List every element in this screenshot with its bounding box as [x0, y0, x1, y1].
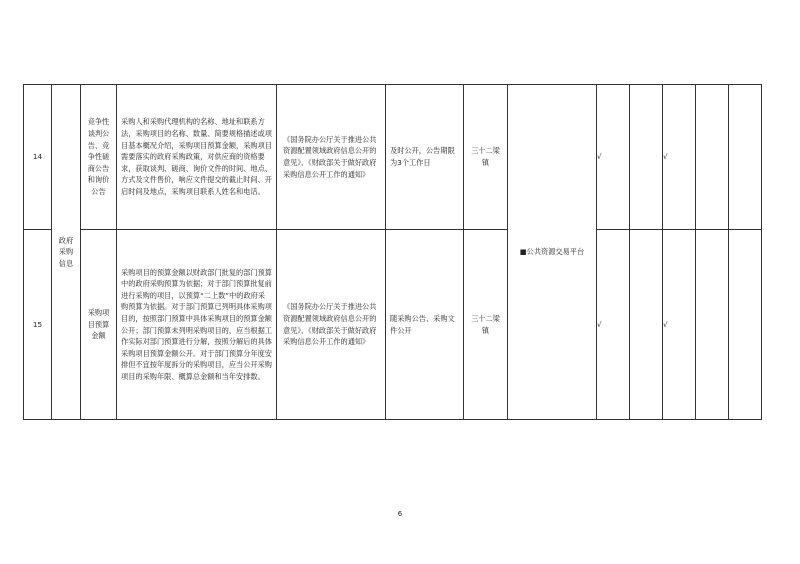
page-number: 6: [397, 510, 403, 518]
table-row: [24, 230, 762, 420]
responsible-org: 三十二梁镇: [464, 85, 508, 230]
disclosure-content: 采购人和采购代理机构的名称、地址和联系方法，采购项目的名称、数量、简要规格描述或项目基本概况介绍，采购项目预算金额，采购项目需要落实的政府采购政策，对供应商的资格要求，获取谈判、磋商、询价文件的时间、地点、方式及文件售价，响应文件提交的截止时间、开启时间及地点，采购项目联系人姓名和电话。: [117, 85, 277, 230]
empty-cell: [729, 85, 762, 230]
category-cell: 政府采购信息: [52, 85, 81, 420]
empty-cell: [630, 230, 663, 420]
item-name: 采购项目预算金额: [81, 230, 117, 420]
disclosure-basis: 《国务院办公厅关于推进公共资源配置领域政府信息公开的意见》、《财政部关于做好政府采购信息公开工作的通知》: [277, 85, 386, 230]
disclosure-basis: 《国务院办公厅关于推进公共资源配置领域政府信息公开的意见》、《财政部关于做好政府采购信息公开工作的通知》: [277, 230, 386, 420]
table-row: [24, 85, 762, 230]
check-mark: √: [663, 85, 696, 230]
item-name: 竞争性谈判公告、竞争性磋商公告和询价公告: [81, 85, 117, 230]
check-mark: √: [597, 85, 630, 230]
channel-label: ■公共资源交易平台: [519, 247, 585, 257]
disclosure-time: 随采购公告、采购文件公开: [386, 230, 464, 420]
empty-cell: [696, 85, 729, 230]
check-mark: √: [597, 230, 630, 420]
responsible-org: 三十二梁镇: [464, 230, 508, 420]
disclosure-content: 采购项目的预算金额以财政部门批复的部门预算中的政府采购预算为依据；对于部门预算批复前进行采购的项目，以预算“二上数”中的政府采购预算为依据。对于部门预算已列明具体采购项目的，按照部门预算中具体采购项目的预算金额公开；部门预算未列明采购项目的，应当根据工作实际对部门预算进行分解，按照分解后的具体采购项目预算金额公开。对于部门预算分年度安排但不宜按年度拆分的采购项目，应当公开采购项目的采购年限、概算总金额和当年安排数。: [117, 230, 277, 420]
check-mark: √: [663, 230, 696, 420]
disclosure-table: [23, 84, 762, 420]
row-number: 15: [24, 230, 52, 420]
row-number: 14: [24, 85, 52, 230]
disclosure-channel: [508, 85, 597, 420]
empty-cell: [729, 230, 762, 420]
empty-cell: [696, 230, 729, 420]
empty-cell: [630, 85, 663, 230]
disclosure-time: 及时公开，公告期限为3个工作日: [386, 85, 464, 230]
